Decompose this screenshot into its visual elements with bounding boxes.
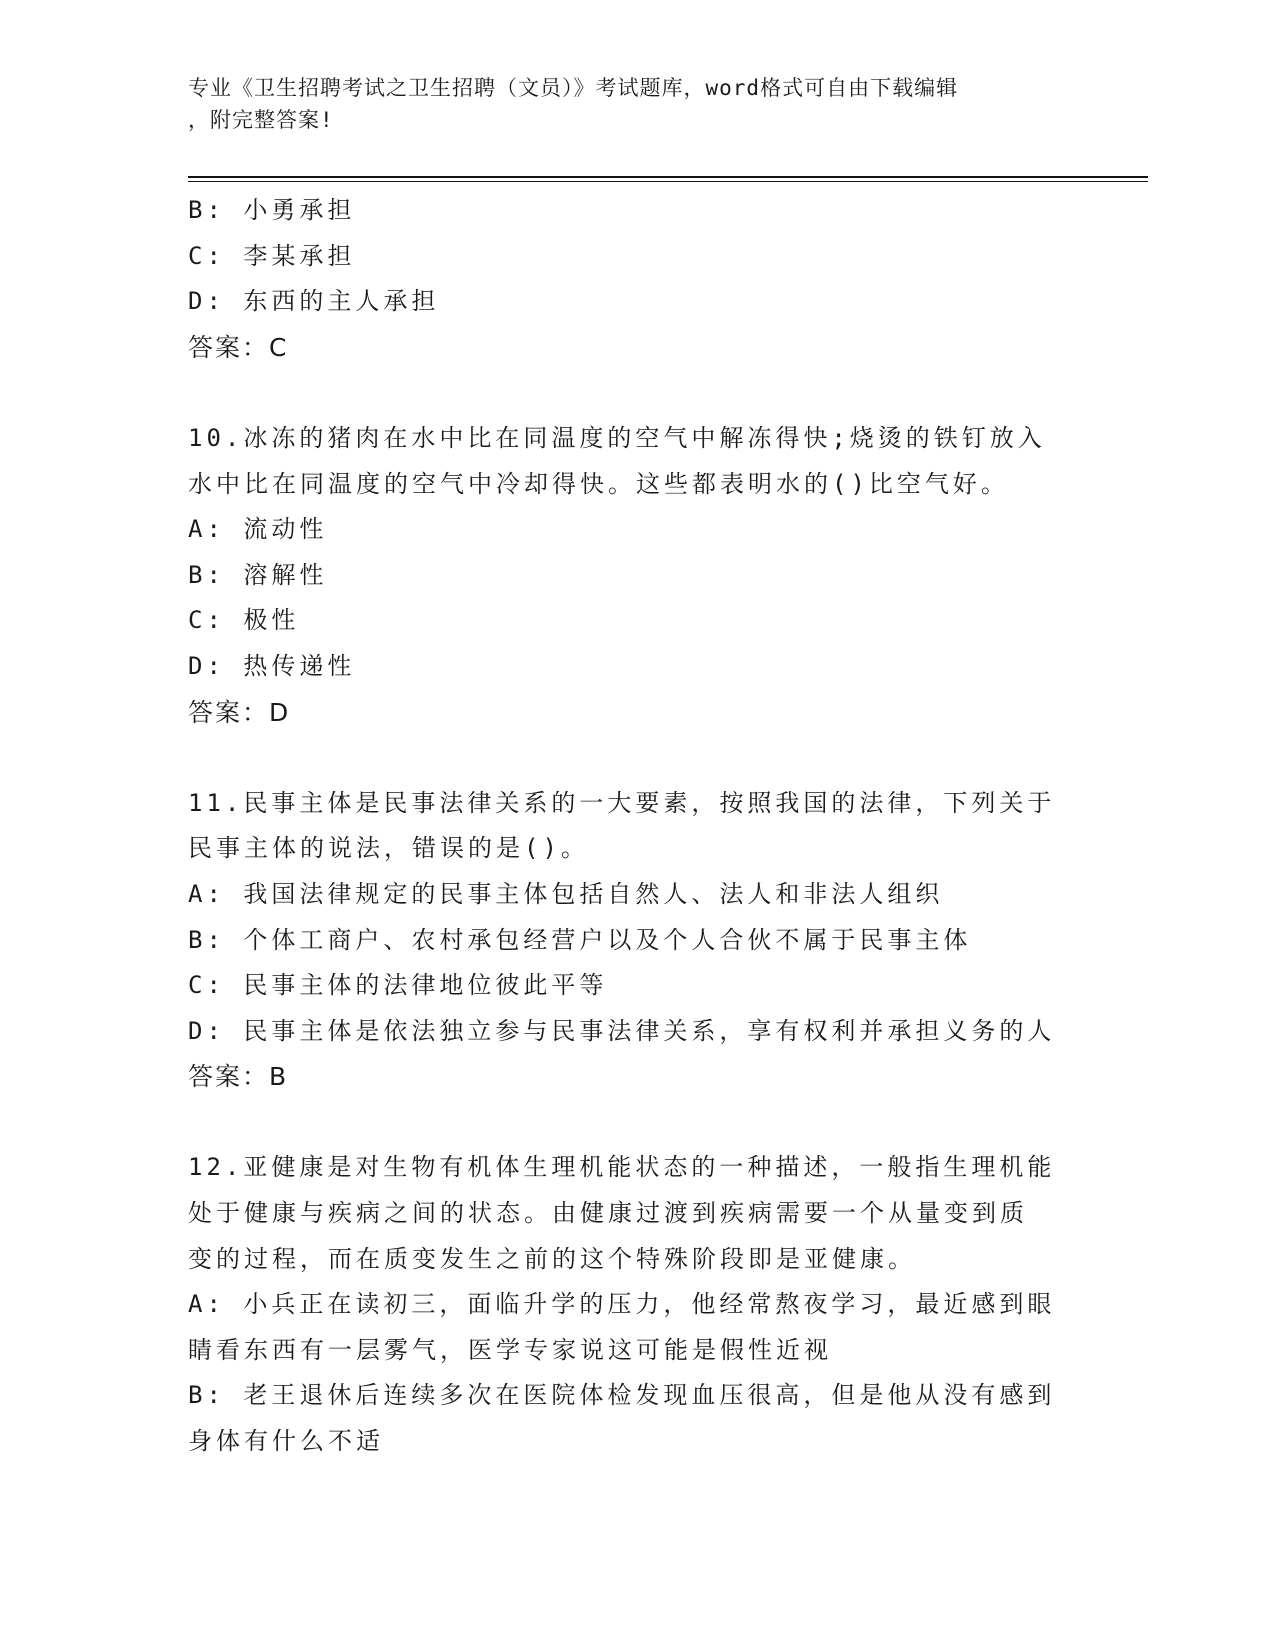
spacer	[188, 735, 1088, 781]
question-11-stem-line-1: 11.民事主体是民事法律关系的一大要素，按照我国的法律，下列关于	[188, 788, 1056, 817]
option-d: D: 民事主体是依法独立参与民事法律关系，享有权利并承担义务的人	[188, 1016, 1056, 1045]
option-b: B: 溶解性	[188, 560, 328, 589]
document-body	[188, 188, 1088, 1465]
option-b-line-2: 身体有什么不适	[188, 1427, 384, 1456]
option-b: B: 个体工商户、农村承包经营户以及个人合伙不属于民事主体	[188, 925, 972, 954]
spacer	[188, 370, 1088, 416]
question-11-options	[188, 872, 1088, 1054]
question-10-stem-line-1: 10.冰冻的猪肉在水中比在同温度的空气中解冻得快;烧烫的铁钉放入	[188, 423, 1046, 452]
option-d: D: 热传递性	[188, 651, 356, 680]
option-a: A: 流动性	[188, 515, 328, 544]
option-a: A: 我国法律规定的民事主体包括自然人、法人和非法人组织	[188, 879, 944, 908]
option-b-line-1: B: 老王退休后连续多次在医院体检发现血压很高，但是他从没有感到	[188, 1381, 1056, 1410]
question-12-stem-line-2: 处于健康与疾病之间的状态。由健康过渡到疾病需要一个从量变到质	[188, 1199, 1028, 1228]
option-c: C: 李某承担	[188, 241, 356, 270]
question-9-answer: 答案：C	[188, 332, 289, 362]
document-header	[188, 72, 1088, 136]
question-10-options	[188, 507, 1088, 689]
option-c: C: 极性	[188, 606, 300, 635]
question-12-stem	[188, 1145, 1088, 1282]
question-10-stem-line-2: 水中比在同温度的空气中冷却得快。这些都表明水的()比空气好。	[188, 469, 1009, 498]
option-a-line-2: 睛看东西有一层雾气，医学专家说这可能是假性近视	[188, 1335, 832, 1364]
question-12-stem-line-3: 变的过程，而在质变发生之前的这个特殊阶段即是亚健康。	[188, 1244, 916, 1273]
question-12-stem-line-1: 12.亚健康是对生物有机体生理机能状态的一种描述，一般指生理机能	[188, 1153, 1056, 1182]
question-10-stem	[188, 416, 1088, 507]
header-divider-thin	[188, 181, 1148, 182]
option-a-line-1: A: 小兵正在读初三，面临升学的压力，他经常熬夜学习，最近感到眼	[188, 1290, 1056, 1319]
question-11-answer: 答案：B	[188, 1062, 289, 1092]
question-11-stem-line-2: 民事主体的说法，错误的是()。	[188, 834, 589, 863]
spacer	[188, 1100, 1088, 1146]
question-12-options	[188, 1282, 1088, 1464]
header-title-line-2: ，附完整答案!	[188, 108, 334, 132]
header-divider-thick	[188, 176, 1148, 178]
option-c: C: 民事主体的法律地位彼此平等	[188, 971, 608, 1000]
question-11-stem	[188, 781, 1088, 872]
option-d: D: 东西的主人承担	[188, 287, 440, 316]
question-9-options	[188, 188, 1088, 325]
question-10-answer: 答案：D	[188, 697, 291, 727]
header-title-line-1: 专业《卫生招聘考试之卫生招聘（文员）》考试题库，word格式可自由下载编辑	[188, 76, 959, 100]
option-b: B: 小勇承担	[188, 196, 356, 224]
